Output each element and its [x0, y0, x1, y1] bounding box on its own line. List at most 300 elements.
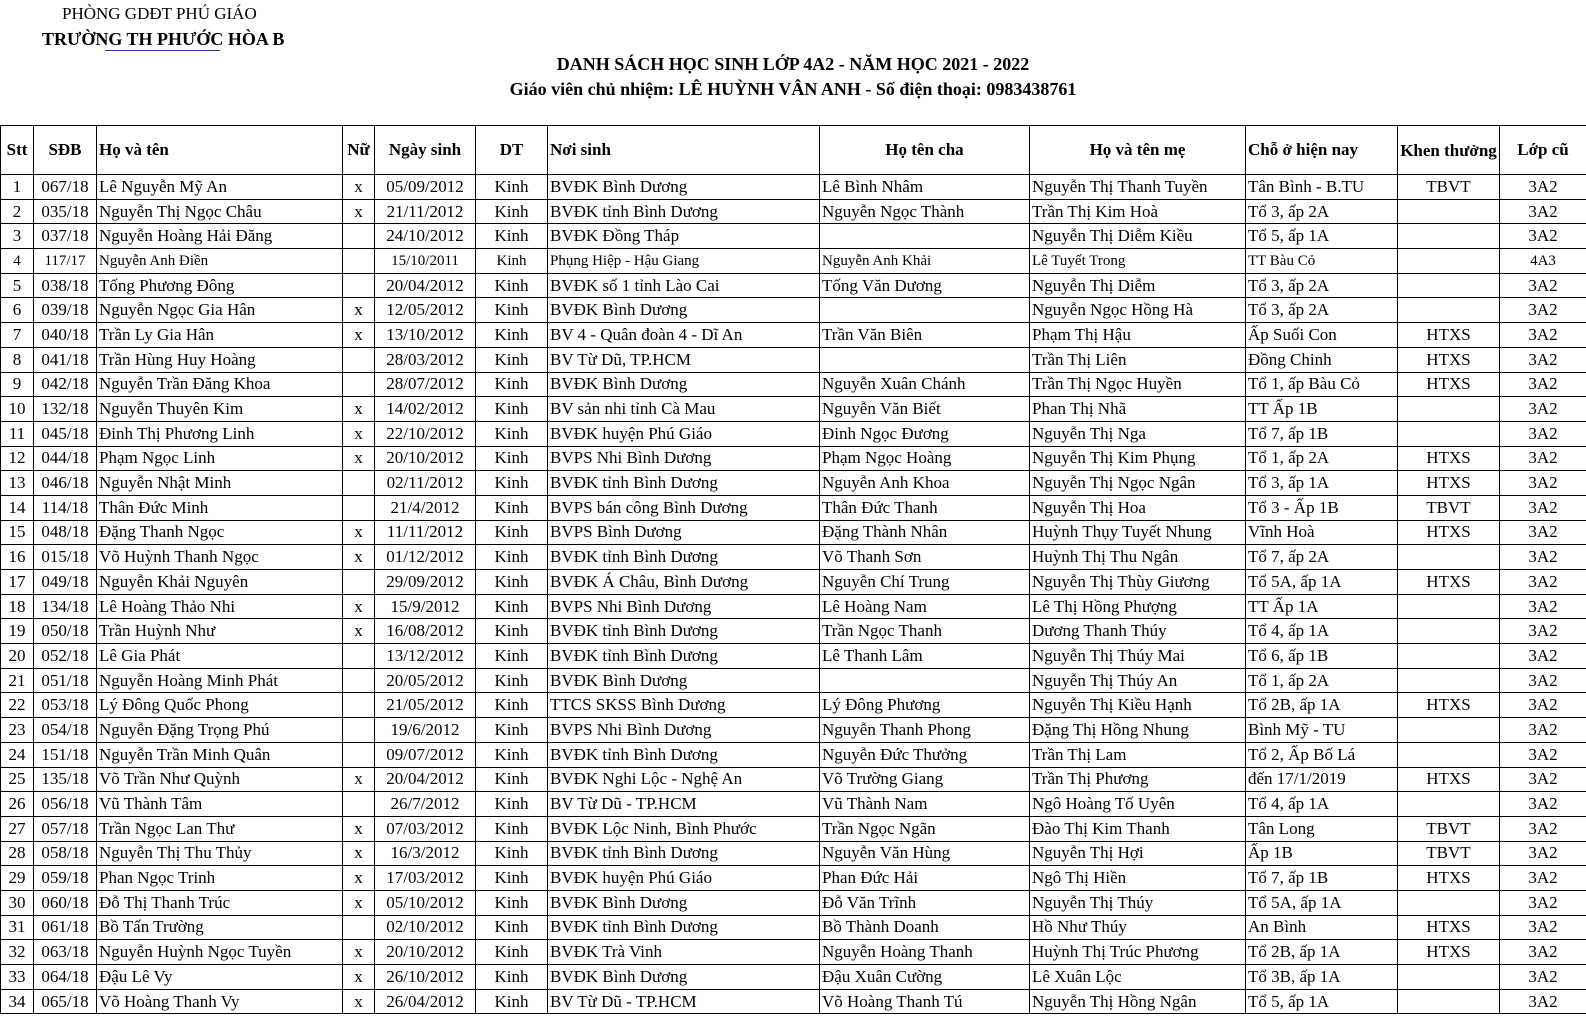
cell-father-name — [820, 668, 1030, 693]
cell-mother-name: Phan Thị Nhã — [1030, 397, 1246, 422]
cell-birthplace: BVĐK tỉnh Bình Dương — [548, 915, 820, 940]
cell-birthplace: BV sản nhi tỉnh Cà Mau — [548, 397, 820, 422]
cell-birth-date: 16/3/2012 — [375, 841, 476, 866]
cell-ethnicity: Kinh — [476, 594, 548, 619]
cell-stt: 31 — [1, 915, 34, 940]
cell-birthplace: BVPS Nhi Bình Dương — [548, 718, 820, 743]
cell-current-address: Ấp Suối Con — [1246, 323, 1398, 348]
cell-mother-name: Trần Thị Phương — [1030, 767, 1246, 792]
cell-award — [1398, 718, 1500, 743]
cell-current-address: Tổ 7, ấp 2A — [1246, 545, 1398, 570]
cell-current-address: Tổ 3, ấp 1A — [1246, 471, 1398, 496]
cell-current-address: Tổ 3 - Ấp 1B — [1246, 495, 1398, 520]
cell-previous-class: 3A2 — [1500, 693, 1586, 718]
cell-birth-date: 15/9/2012 — [375, 594, 476, 619]
table-row — [1, 693, 1586, 718]
cell-father-name: Vũ Thành Nam — [820, 792, 1030, 817]
cell-mother-name: Nguyễn Ngọc Hồng Hà — [1030, 298, 1246, 323]
cell-female: x — [343, 816, 375, 841]
cell-sdb: 053/18 — [34, 693, 97, 718]
table-row — [1, 372, 1586, 397]
table-row — [1, 841, 1586, 866]
cell-previous-class: 3A2 — [1500, 372, 1586, 397]
cell-sdb: 042/18 — [34, 372, 97, 397]
cell-ethnicity: Kinh — [476, 619, 548, 644]
cell-full-name: Nguyễn Ngọc Gia Hân — [97, 298, 343, 323]
cell-current-address: Vĩnh Hoà — [1246, 520, 1398, 545]
cell-full-name: Nguyễn Thuyên Kim — [97, 397, 343, 422]
cell-ethnicity: Kinh — [476, 792, 548, 817]
cell-previous-class: 3A2 — [1500, 520, 1586, 545]
cell-mother-name: Dương Thanh Thúy — [1030, 619, 1246, 644]
cell-father-name: Võ Trường Giang — [820, 767, 1030, 792]
cell-birth-date: 02/10/2012 — [375, 915, 476, 940]
cell-award — [1398, 619, 1500, 644]
cell-award — [1398, 594, 1500, 619]
cell-female — [343, 668, 375, 693]
cell-previous-class: 3A2 — [1500, 397, 1586, 422]
cell-birthplace: BVĐK Nghi Lộc - Nghệ An — [548, 767, 820, 792]
cell-stt: 12 — [1, 446, 34, 471]
cell-previous-class: 3A2 — [1500, 175, 1586, 200]
cell-full-name: Võ Hoàng Thanh Vy — [97, 989, 343, 1014]
cell-sdb: 049/18 — [34, 570, 97, 595]
cell-mother-name: Huỳnh Thị Thu Ngân — [1030, 545, 1246, 570]
table-row — [1, 644, 1586, 669]
cell-father-name: Đặng Thành Nhân — [820, 520, 1030, 545]
cell-sdb: 052/18 — [34, 644, 97, 669]
cell-stt: 32 — [1, 940, 34, 965]
cell-full-name: Trần Ngọc Lan Thư — [97, 816, 343, 841]
table-row — [1, 199, 1586, 224]
cell-birthplace: BV Từ Dũ - TP.HCM — [548, 989, 820, 1014]
col-header-current-address: Chỗ ở hiện nay — [1246, 126, 1398, 175]
table-row — [1, 792, 1586, 817]
cell-mother-name: Nguyễn Thị Diễm Kiều — [1030, 224, 1246, 249]
cell-stt: 34 — [1, 989, 34, 1014]
cell-full-name: Nguyễn Đặng Trọng Phú — [97, 718, 343, 743]
cell-mother-name: Trần Thị Lam — [1030, 742, 1246, 767]
cell-full-name: Nguyễn Thị Ngọc Châu — [97, 199, 343, 224]
cell-current-address: Tổ 1, ấp Bàu Cỏ — [1246, 372, 1398, 397]
cell-mother-name: Nguyễn Thị Thùy Giương — [1030, 570, 1246, 595]
cell-award: HTXS — [1398, 347, 1500, 372]
cell-mother-name: Nguyễn Thị Hoa — [1030, 495, 1246, 520]
cell-sdb: 132/18 — [34, 397, 97, 422]
cell-ethnicity: Kinh — [476, 249, 548, 274]
cell-female: x — [343, 397, 375, 422]
table-row — [1, 989, 1586, 1014]
cell-ethnicity: Kinh — [476, 570, 548, 595]
cell-father-name: Đinh Ngọc Đương — [820, 421, 1030, 446]
cell-father-name: Thân Đức Thanh — [820, 495, 1030, 520]
cell-award — [1398, 249, 1500, 274]
cell-birthplace: Phụng Hiệp - Hậu Giang — [548, 249, 820, 274]
cell-award — [1398, 989, 1500, 1014]
cell-father-name: Đậu Xuân Cường — [820, 965, 1030, 990]
cell-sdb: 048/18 — [34, 520, 97, 545]
cell-full-name: Bồ Tấn Trường — [97, 915, 343, 940]
cell-current-address: Tổ 3B, ấp 1A — [1246, 965, 1398, 990]
cell-sdb: 151/18 — [34, 742, 97, 767]
cell-female — [343, 224, 375, 249]
cell-sdb: 134/18 — [34, 594, 97, 619]
cell-full-name: Nguyễn Nhật Minh — [97, 471, 343, 496]
cell-ethnicity: Kinh — [476, 915, 548, 940]
cell-birthplace: BVĐK Đồng Tháp — [548, 224, 820, 249]
cell-award: HTXS — [1398, 570, 1500, 595]
cell-father-name: Nguyễn Văn Hùng — [820, 841, 1030, 866]
cell-stt: 6 — [1, 298, 34, 323]
cell-female — [343, 495, 375, 520]
cell-previous-class: 3A2 — [1500, 890, 1586, 915]
cell-award — [1398, 792, 1500, 817]
cell-father-name: Nguyễn Xuân Chánh — [820, 372, 1030, 397]
cell-ethnicity: Kinh — [476, 866, 548, 891]
cell-previous-class: 3A2 — [1500, 989, 1586, 1014]
cell-birthplace: BVĐK Bình Dương — [548, 965, 820, 990]
school-underline — [105, 50, 220, 51]
cell-birth-date: 21/05/2012 — [375, 693, 476, 718]
cell-father-name: Đỗ Văn Trĩnh — [820, 890, 1030, 915]
cell-sdb: 040/18 — [34, 323, 97, 348]
cell-female: x — [343, 594, 375, 619]
document-title: DANH SÁCH HỌC SINH LỚP 4A2 - NĂM HỌC 2021 - 2022 — [556, 54, 1030, 74]
cell-birthplace: BVĐK tỉnh Bình Dương — [548, 545, 820, 570]
cell-stt: 19 — [1, 619, 34, 644]
cell-birthplace: BVĐK Bình Dương — [548, 175, 820, 200]
col-header-ethnicity: DT — [476, 126, 548, 175]
cell-full-name: Đậu Lê Vy — [97, 965, 343, 990]
cell-ethnicity: Kinh — [476, 890, 548, 915]
cell-stt: 14 — [1, 495, 34, 520]
cell-stt: 5 — [1, 273, 34, 298]
cell-birth-date: 20/04/2012 — [375, 767, 476, 792]
cell-mother-name: Ngô Hoàng Tố Uyên — [1030, 792, 1246, 817]
cell-ethnicity: Kinh — [476, 347, 548, 372]
cell-birthplace: BVPS Nhi Bình Dương — [548, 594, 820, 619]
cell-female: x — [343, 323, 375, 348]
cell-female — [343, 915, 375, 940]
cell-birthplace: BVĐK huyện Phú Giáo — [548, 866, 820, 891]
cell-full-name: Nguyễn Trần Đăng Khoa — [97, 372, 343, 397]
cell-stt: 10 — [1, 397, 34, 422]
cell-stt: 27 — [1, 816, 34, 841]
table-row — [1, 718, 1586, 743]
cell-birthplace: BVĐK số 1 tỉnh Lào Cai — [548, 273, 820, 298]
cell-full-name: Nguyễn Khải Nguyên — [97, 570, 343, 595]
cell-stt: 28 — [1, 841, 34, 866]
cell-award: HTXS — [1398, 693, 1500, 718]
cell-mother-name: Nguyễn Thị Thúy Mai — [1030, 644, 1246, 669]
cell-birthplace: BVĐK Á Châu, Bình Dương — [548, 570, 820, 595]
cell-full-name: Võ Huỳnh Thanh Ngọc — [97, 545, 343, 570]
cell-female — [343, 273, 375, 298]
col-header-stt: Stt — [1, 126, 34, 175]
cell-birthplace: BVĐK Bình Dương — [548, 372, 820, 397]
cell-current-address: An Bình — [1246, 915, 1398, 940]
cell-previous-class: 3A2 — [1500, 298, 1586, 323]
table-row — [1, 323, 1586, 348]
cell-full-name: Tống Phương Đông — [97, 273, 343, 298]
cell-female — [343, 644, 375, 669]
cell-female: x — [343, 421, 375, 446]
cell-award — [1398, 199, 1500, 224]
cell-current-address: TT Ấp 1B — [1246, 397, 1398, 422]
cell-birthplace: BVĐK Bình Dương — [548, 890, 820, 915]
table-row — [1, 866, 1586, 891]
table-row — [1, 742, 1586, 767]
cell-full-name: Lê Nguyễn Mỹ An — [97, 175, 343, 200]
cell-previous-class: 3A2 — [1500, 940, 1586, 965]
cell-birthplace: BVĐK tỉnh Bình Dương — [548, 619, 820, 644]
cell-current-address: Tổ 5A, ấp 1A — [1246, 570, 1398, 595]
cell-female — [343, 792, 375, 817]
cell-award: TBVT — [1398, 495, 1500, 520]
cell-sdb: 044/18 — [34, 446, 97, 471]
cell-ethnicity: Kinh — [476, 965, 548, 990]
cell-father-name — [820, 224, 1030, 249]
table-header-row — [1, 126, 1586, 175]
cell-birth-date: 21/11/2012 — [375, 199, 476, 224]
cell-sdb: 046/18 — [34, 471, 97, 496]
cell-mother-name: Nguyễn Thị Ngọc Ngân — [1030, 471, 1246, 496]
table-row — [1, 767, 1586, 792]
cell-full-name: Lý Đông Quốc Phong — [97, 693, 343, 718]
cell-birthplace: BVĐK Bình Dương — [548, 298, 820, 323]
cell-father-name: Nguyễn Văn Biết — [820, 397, 1030, 422]
cell-ethnicity: Kinh — [476, 175, 548, 200]
cell-ethnicity: Kinh — [476, 471, 548, 496]
cell-previous-class: 3A2 — [1500, 323, 1586, 348]
cell-mother-name: Nguyễn Thị Thúy An — [1030, 668, 1246, 693]
cell-sdb: 135/18 — [34, 767, 97, 792]
cell-birthplace: BVĐK tỉnh Bình Dương — [548, 471, 820, 496]
cell-ethnicity: Kinh — [476, 372, 548, 397]
col-header-sdb: SĐB — [34, 126, 97, 175]
cell-female — [343, 742, 375, 767]
table-row — [1, 298, 1586, 323]
cell-award — [1398, 298, 1500, 323]
cell-mother-name: Nguyễn Thị Diễm — [1030, 273, 1246, 298]
cell-birth-date: 16/08/2012 — [375, 619, 476, 644]
cell-stt: 11 — [1, 421, 34, 446]
cell-sdb: 061/18 — [34, 915, 97, 940]
cell-award — [1398, 545, 1500, 570]
cell-female: x — [343, 940, 375, 965]
cell-sdb: 045/18 — [34, 421, 97, 446]
col-header-full-name: Họ và tên — [97, 126, 343, 175]
cell-previous-class: 3A2 — [1500, 347, 1586, 372]
cell-birth-date: 22/10/2012 — [375, 421, 476, 446]
cell-birth-date: 15/10/2011 — [375, 249, 476, 274]
cell-ethnicity: Kinh — [476, 989, 548, 1014]
cell-birthplace: BVPS Bình Dương — [548, 520, 820, 545]
student-roster-table — [0, 125, 1586, 1014]
cell-sdb: 057/18 — [34, 816, 97, 841]
cell-previous-class: 4A3 — [1500, 249, 1586, 274]
col-header-mother-name: Họ và tên mẹ — [1030, 126, 1246, 175]
cell-female: x — [343, 890, 375, 915]
cell-female: x — [343, 298, 375, 323]
cell-sdb: 041/18 — [34, 347, 97, 372]
cell-stt: 15 — [1, 520, 34, 545]
cell-birthplace: BVĐK tỉnh Bình Dương — [548, 199, 820, 224]
cell-birth-date: 26/7/2012 — [375, 792, 476, 817]
cell-birthplace: BVĐK tỉnh Bình Dương — [548, 841, 820, 866]
cell-female: x — [343, 175, 375, 200]
cell-female — [343, 347, 375, 372]
col-header-birthplace: Nơi sinh — [548, 126, 820, 175]
cell-award: HTXS — [1398, 520, 1500, 545]
cell-award — [1398, 742, 1500, 767]
table-row — [1, 915, 1586, 940]
cell-stt: 29 — [1, 866, 34, 891]
cell-sdb: 035/18 — [34, 199, 97, 224]
cell-award — [1398, 668, 1500, 693]
cell-previous-class: 3A2 — [1500, 841, 1586, 866]
table-body — [1, 175, 1586, 1014]
cell-sdb: 039/18 — [34, 298, 97, 323]
cell-stt: 4 — [1, 249, 34, 274]
cell-previous-class: 3A2 — [1500, 965, 1586, 990]
cell-female: x — [343, 965, 375, 990]
cell-sdb: 058/18 — [34, 841, 97, 866]
cell-female — [343, 570, 375, 595]
cell-stt: 13 — [1, 471, 34, 496]
cell-female — [343, 718, 375, 743]
cell-full-name: Đinh Thị Phương Linh — [97, 421, 343, 446]
cell-award — [1398, 421, 1500, 446]
cell-birth-date: 24/10/2012 — [375, 224, 476, 249]
cell-award — [1398, 224, 1500, 249]
cell-female — [343, 693, 375, 718]
cell-stt: 23 — [1, 718, 34, 743]
cell-father-name: Tống Văn Dương — [820, 273, 1030, 298]
cell-father-name: Phan Đức Hải — [820, 866, 1030, 891]
cell-father-name: Trần Văn Biên — [820, 323, 1030, 348]
cell-full-name: Nguyễn Thị Thu Thủy — [97, 841, 343, 866]
cell-current-address: Tổ 5, ấp 1A — [1246, 989, 1398, 1014]
cell-current-address: Tổ 3, ấp 2A — [1246, 199, 1398, 224]
cell-birth-date: 13/12/2012 — [375, 644, 476, 669]
cell-sdb: 038/18 — [34, 273, 97, 298]
cell-mother-name: Nguyễn Thị Thanh Tuyền — [1030, 175, 1246, 200]
cell-full-name: Lê Hoàng Thảo Nhi — [97, 594, 343, 619]
cell-sdb: 054/18 — [34, 718, 97, 743]
cell-current-address: Tổ 7, ấp 1B — [1246, 866, 1398, 891]
cell-birth-date: 21/4/2012 — [375, 495, 476, 520]
table-row — [1, 520, 1586, 545]
cell-previous-class: 3A2 — [1500, 594, 1586, 619]
cell-mother-name: Trần Thị Kim Hoà — [1030, 199, 1246, 224]
cell-full-name: Phan Ngọc Trinh — [97, 866, 343, 891]
cell-previous-class: 3A2 — [1500, 570, 1586, 595]
cell-current-address: TT Ấp 1A — [1246, 594, 1398, 619]
cell-previous-class: 3A2 — [1500, 619, 1586, 644]
cell-full-name: Trần Huỳnh Như — [97, 619, 343, 644]
cell-full-name: Đặng Thanh Ngọc — [97, 520, 343, 545]
cell-award: TBVT — [1398, 841, 1500, 866]
cell-mother-name: Lê Xuân Lộc — [1030, 965, 1246, 990]
cell-previous-class: 3A2 — [1500, 816, 1586, 841]
table-row — [1, 273, 1586, 298]
cell-father-name: Nguyễn Đức Thưởng — [820, 742, 1030, 767]
cell-birthplace: BVĐK tỉnh Bình Dương — [548, 742, 820, 767]
cell-full-name: Võ Trần Như Quỳnh — [97, 767, 343, 792]
cell-female — [343, 372, 375, 397]
cell-mother-name: Huỳnh Thị Trúc Phương — [1030, 940, 1246, 965]
cell-birthplace: BV Từ Dũ, TP.HCM — [548, 347, 820, 372]
cell-father-name: Lý Đông Phương — [820, 693, 1030, 718]
cell-sdb: 059/18 — [34, 866, 97, 891]
cell-ethnicity: Kinh — [476, 446, 548, 471]
cell-previous-class: 3A2 — [1500, 915, 1586, 940]
cell-birth-date: 20/10/2012 — [375, 940, 476, 965]
cell-mother-name: Đặng Thị Hồng Nhung — [1030, 718, 1246, 743]
cell-current-address: Bình Mỹ - TU — [1246, 718, 1398, 743]
table-row — [1, 545, 1586, 570]
cell-birth-date: 02/11/2012 — [375, 471, 476, 496]
cell-previous-class: 3A2 — [1500, 644, 1586, 669]
cell-full-name: Vũ Thành Tâm — [97, 792, 343, 817]
cell-full-name: Nguyễn Anh Điền — [97, 249, 343, 274]
cell-ethnicity: Kinh — [476, 520, 548, 545]
cell-mother-name: Nguyễn Thị Hợi — [1030, 841, 1246, 866]
cell-sdb: 015/18 — [34, 545, 97, 570]
cell-birthplace: BV Từ Dũ - TP.HCM — [548, 792, 820, 817]
cell-mother-name: Hồ Như Thúy — [1030, 915, 1246, 940]
cell-stt: 22 — [1, 693, 34, 718]
cell-stt: 7 — [1, 323, 34, 348]
cell-female: x — [343, 767, 375, 792]
cell-father-name: Nguyễn Anh Khải — [820, 249, 1030, 274]
cell-full-name: Nguyễn Hoàng Hải Đăng — [97, 224, 343, 249]
cell-birth-date: 26/04/2012 — [375, 989, 476, 1014]
cell-birth-date: 12/05/2012 — [375, 298, 476, 323]
cell-father-name: Nguyễn Hoàng Thanh — [820, 940, 1030, 965]
cell-female: x — [343, 619, 375, 644]
table-row — [1, 175, 1586, 200]
cell-current-address: Tổ 3, ấp 2A — [1246, 273, 1398, 298]
cell-award: HTXS — [1398, 372, 1500, 397]
cell-stt: 1 — [1, 175, 34, 200]
cell-female — [343, 471, 375, 496]
cell-previous-class: 3A2 — [1500, 866, 1586, 891]
cell-award — [1398, 890, 1500, 915]
cell-ethnicity: Kinh — [476, 718, 548, 743]
cell-current-address: đến 17/1/2019 — [1246, 767, 1398, 792]
cell-full-name: Trần Ly Gia Hân — [97, 323, 343, 348]
cell-birth-date: 20/05/2012 — [375, 668, 476, 693]
cell-birthplace: BVPS Nhi Bình Dương — [548, 446, 820, 471]
cell-stt: 24 — [1, 742, 34, 767]
cell-birth-date: 01/12/2012 — [375, 545, 476, 570]
cell-mother-name: Đào Thị Kim Thanh — [1030, 816, 1246, 841]
cell-father-name: Võ Thanh Sơn — [820, 545, 1030, 570]
cell-birth-date: 20/10/2012 — [375, 446, 476, 471]
table-row — [1, 249, 1586, 274]
cell-sdb: 114/18 — [34, 495, 97, 520]
cell-mother-name: Nguyễn Thị Nga — [1030, 421, 1246, 446]
cell-birth-date: 29/09/2012 — [375, 570, 476, 595]
cell-father-name — [820, 298, 1030, 323]
cell-full-name: Đỗ Thị Thanh Trúc — [97, 890, 343, 915]
cell-award: HTXS — [1398, 446, 1500, 471]
cell-birth-date: 26/10/2012 — [375, 965, 476, 990]
cell-stt: 16 — [1, 545, 34, 570]
cell-full-name: Nguyễn Trần Minh Quân — [97, 742, 343, 767]
